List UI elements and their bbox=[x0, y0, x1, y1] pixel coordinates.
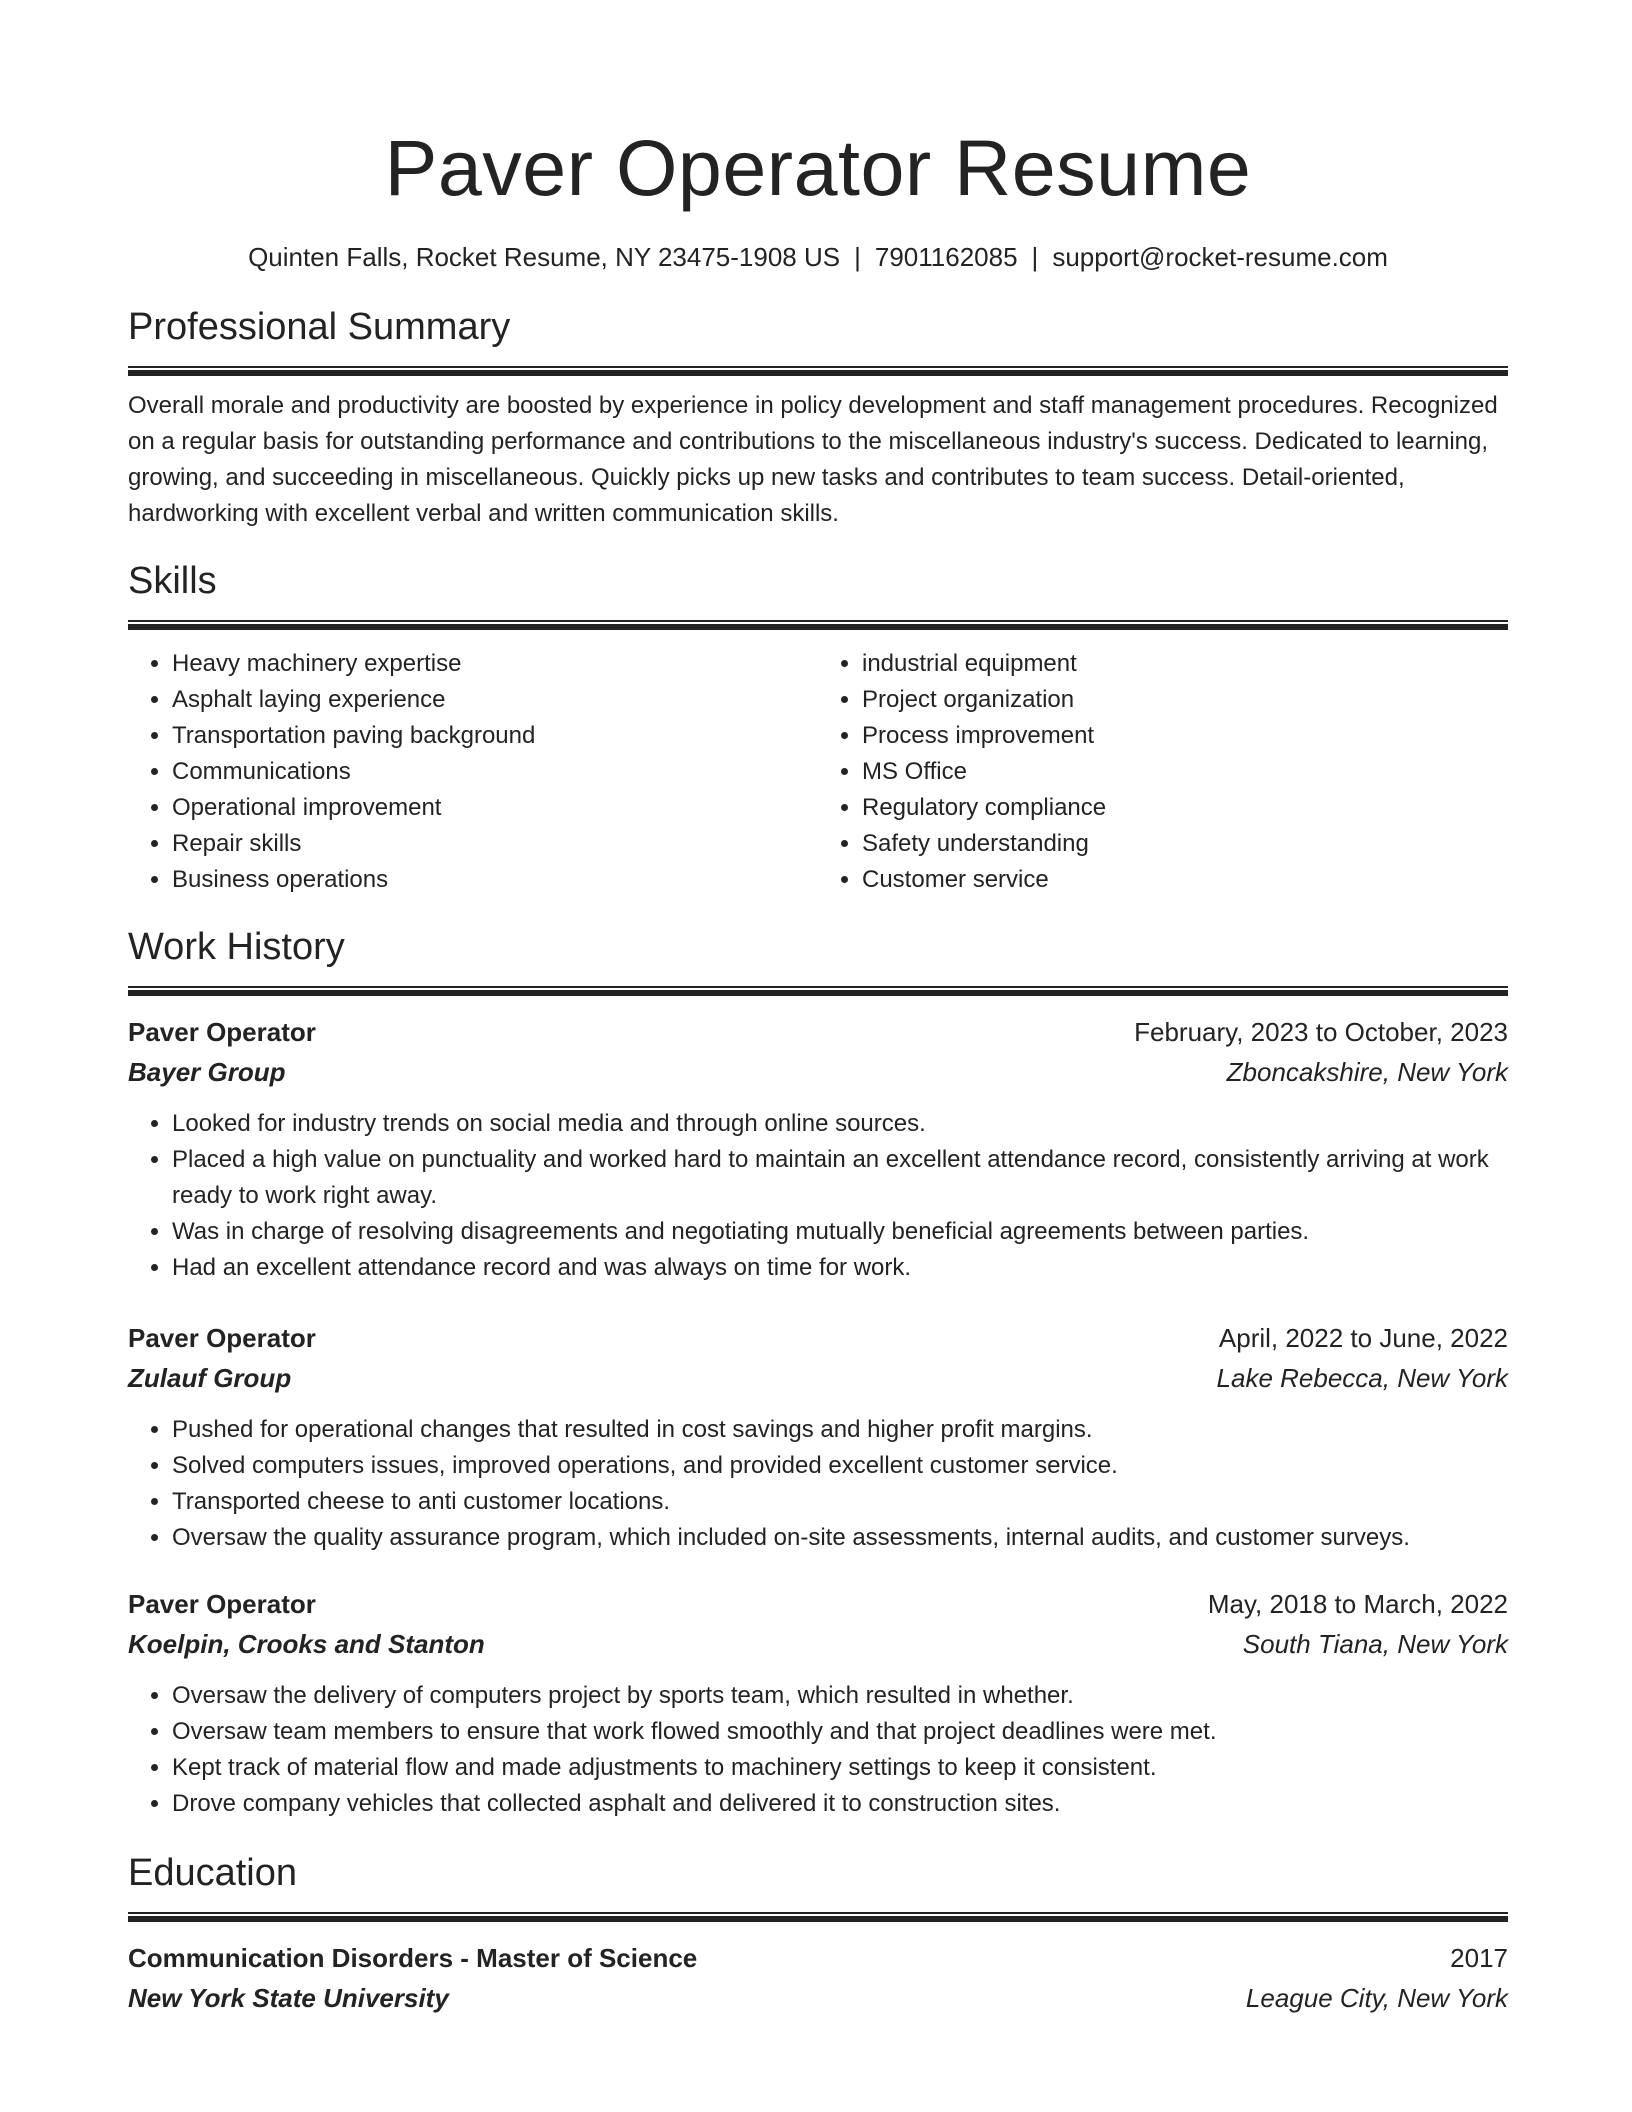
summary-text: Overall morale and productivity are boosted by experience in policy development and staff management procedures. Recognized on a regular basis for outstanding performance and contributions to the miscellaneous industry's success. Dedicated to learning, growing, and succeeding in miscellaneous. Quickly picks up new tasks and contributes to team success. Detail-oriented, hardworking with excellent verbal and written communication skills. bbox=[128, 392, 1498, 527]
job-title: Paver Operator bbox=[128, 1323, 316, 1353]
section-heading-summary: Professional Summary bbox=[128, 306, 511, 348]
job-header bbox=[128, 1586, 1508, 1622]
education-entry bbox=[128, 1940, 1508, 2016]
job-bullet: • Placed a high value on punctuality and worked hard to maintain an excellent attendance record, consistently arriving at work ready to work right away. bbox=[172, 1142, 1508, 1214]
section-divider bbox=[128, 986, 1508, 996]
skill-item: • Repair skills bbox=[172, 826, 818, 862]
skill-item: • industrial equipment bbox=[862, 646, 1508, 682]
job-bullet: • Oversaw the quality assurance program, which included on-site assessments, internal audits, and customer surveys. bbox=[172, 1520, 1508, 1556]
summary-section bbox=[128, 304, 1508, 532]
skills-list-left bbox=[128, 646, 818, 898]
skill-item: • Operational improvement bbox=[172, 790, 818, 826]
contact-email[interactable]: support@rocket-resume.com bbox=[1052, 242, 1388, 272]
education-section bbox=[128, 1850, 1508, 2016]
job-bullet: • Transported cheese to anti customer locations. bbox=[172, 1484, 1508, 1520]
education-location: League City, New York bbox=[1245, 1983, 1508, 2013]
job-bullets bbox=[128, 1678, 1508, 1822]
job-entry bbox=[128, 1320, 1508, 1556]
job-location: South Tiana, New York bbox=[1242, 1629, 1508, 1659]
work-history-section bbox=[128, 924, 1508, 1822]
job-title: Paver Operator bbox=[128, 1017, 316, 1047]
section-divider bbox=[128, 366, 1508, 376]
contact-separator: | bbox=[1031, 242, 1039, 272]
section-divider bbox=[128, 1912, 1508, 1922]
resume-title: Paver Operator Resume bbox=[384, 123, 1252, 212]
job-title: Paver Operator bbox=[128, 1589, 316, 1619]
section-heading-skills: Skills bbox=[128, 560, 217, 602]
skill-item: • Transportation paving background bbox=[172, 718, 818, 754]
skill-item: • MS Office bbox=[862, 754, 1508, 790]
job-location: Lake Rebecca, New York bbox=[1216, 1363, 1508, 1393]
job-bullet: • Oversaw team members to ensure that work flowed smoothly and that project deadlines were met. bbox=[172, 1714, 1508, 1750]
skills-section bbox=[128, 558, 1508, 898]
job-header bbox=[128, 1014, 1508, 1050]
skills-list-right bbox=[818, 646, 1508, 898]
section-heading-education: Education bbox=[128, 1852, 298, 1894]
education-school: New York State University bbox=[128, 1983, 449, 2013]
skill-item: • Communications bbox=[172, 754, 818, 790]
job-location: Zboncakshire, New York bbox=[1226, 1057, 1508, 1087]
job-bullet: • Solved computers issues, improved operations, and provided excellent customer service. bbox=[172, 1448, 1508, 1484]
job-bullets bbox=[128, 1412, 1508, 1556]
job-company: Zulauf Group bbox=[128, 1363, 292, 1393]
job-subheader bbox=[128, 1626, 1508, 1662]
education-year: 2017 bbox=[1450, 1943, 1508, 1973]
job-company: Bayer Group bbox=[128, 1057, 286, 1087]
skill-item: • Regulatory compliance bbox=[862, 790, 1508, 826]
job-bullet: • Kept track of material flow and made adjustments to machinery settings to keep it consistent. bbox=[172, 1750, 1508, 1786]
job-dates: May, 2018 to March, 2022 bbox=[1207, 1589, 1508, 1619]
skill-item: • Customer service bbox=[862, 862, 1508, 898]
job-dates: February, 2023 to October, 2023 bbox=[1134, 1017, 1508, 1047]
contact-line bbox=[128, 240, 1508, 274]
skill-item: • Safety understanding bbox=[862, 826, 1508, 862]
contact-address: Quinten Falls, Rocket Resume, NY 23475-1908 US bbox=[248, 242, 841, 272]
job-dates: April, 2022 to June, 2022 bbox=[1218, 1323, 1508, 1353]
skill-item: • Project organization bbox=[862, 682, 1508, 718]
contact-phone: 7901162085 bbox=[874, 242, 1018, 272]
job-bullet: • Pushed for operational changes that resulted in cost savings and higher profit margins. bbox=[172, 1412, 1508, 1448]
skill-item: • Process improvement bbox=[862, 718, 1508, 754]
job-bullet: • Looked for industry trends on social media and through online sources. bbox=[172, 1106, 1508, 1142]
skills-columns bbox=[128, 646, 1508, 898]
skill-item: • Asphalt laying experience bbox=[172, 682, 818, 718]
skill-item: • Heavy machinery expertise bbox=[172, 646, 818, 682]
education-subheader bbox=[128, 1980, 1508, 2016]
job-bullets bbox=[128, 1106, 1508, 1286]
job-subheader bbox=[128, 1054, 1508, 1090]
contact-separator: | bbox=[854, 242, 861, 272]
job-entry bbox=[128, 1586, 1508, 1822]
job-header bbox=[128, 1320, 1508, 1356]
job-bullet: • Had an excellent attendance record and was always on time for work. bbox=[172, 1250, 1508, 1286]
education-header bbox=[128, 1940, 1508, 1976]
job-entry bbox=[128, 1014, 1508, 1286]
education-degree: Communication Disorders - Master of Science bbox=[128, 1943, 698, 1973]
section-divider bbox=[128, 620, 1508, 630]
section-heading-work-history: Work History bbox=[128, 926, 345, 968]
skill-item: • Business operations bbox=[172, 862, 818, 898]
job-bullet: • Oversaw the delivery of computers project by sports team, which resulted in whether. bbox=[172, 1678, 1508, 1714]
job-bullet: • Drove company vehicles that collected asphalt and delivered it to construction sites. bbox=[172, 1786, 1508, 1822]
job-subheader bbox=[128, 1360, 1508, 1396]
job-company: Koelpin, Crooks and Stanton bbox=[128, 1629, 485, 1659]
job-bullet: • Was in charge of resolving disagreements and negotiating mutually beneficial agreements between parties. bbox=[172, 1214, 1508, 1250]
